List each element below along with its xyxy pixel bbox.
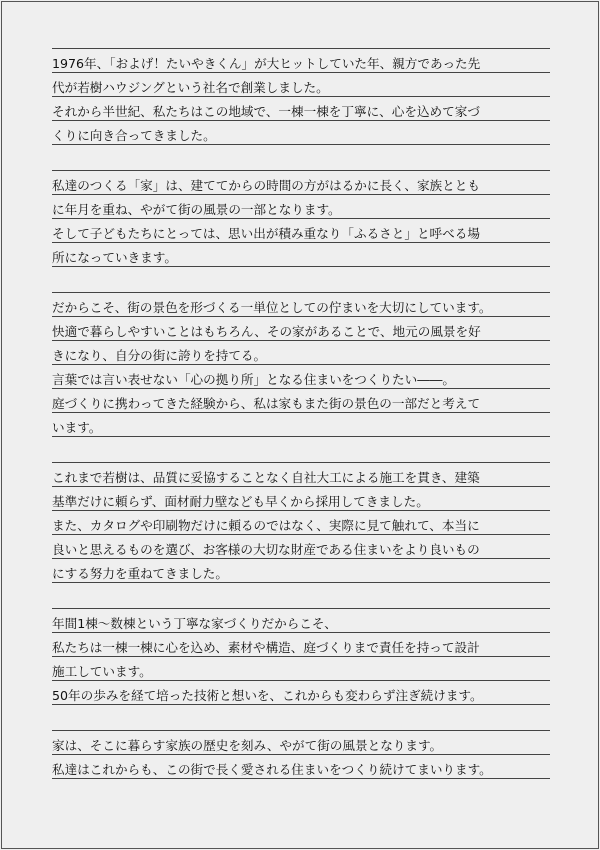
text-line: に年月を重ね、やがて街の風景の一部となります。: [52, 195, 550, 219]
text-line: くりに向き合ってきました。: [52, 121, 550, 145]
text-line: 私たちは一棟一棟に心を込め、素材や構造、庭づくりまで責任を持って設計: [52, 633, 550, 657]
text-line: 所になっていきます。: [52, 243, 550, 267]
text-line: そして子どもたちにとっては、思い出が積み重なり「ふるさと」と呼べる場: [52, 219, 550, 243]
text-line: 1976年、「およげ！たいやきくん」が大ヒットしていた年、親方であった先: [52, 49, 550, 73]
text-line: きになり、自分の街に誇りを持てる。: [52, 341, 550, 365]
paragraph-closing: [52, 730, 550, 779]
text-line: だからこそ、街の景色を形づくる一単位としての佇まいを大切にしています。: [52, 293, 550, 317]
paragraph-founding: [52, 48, 550, 145]
text-line: 施工しています。: [52, 657, 550, 681]
paragraph-home-meaning: [52, 170, 550, 267]
text-line: 庭づくりに携わってきた経験から、私は家もまた街の景色の一部だと考えて: [52, 389, 550, 413]
text-line: 基準だけに頼らず、面材耐力壁なども早くから採用してきました。: [52, 487, 550, 511]
document-body: [52, 48, 550, 804]
text-line: 快適で暮らしやすいことはもちろん、その家があることで、地元の風景を好: [52, 317, 550, 341]
text-line: 良いと思えるものを選び、お客様の大切な財産である住まいをより良いもの: [52, 535, 550, 559]
text-line: 言葉では言い表せない「心の拠り所」となる住まいをつくりたい――。: [52, 365, 550, 389]
text-line: また、カタログや印刷物だけに頼るのではなく、実際に見て触れて、本当に: [52, 511, 550, 535]
text-line: 年間1棟〜数棟という丁寧な家づくりだからこそ、: [52, 609, 550, 633]
text-line: 私達はこれからも、この街で長く愛される住まいをつくり続けてまいります。: [52, 755, 550, 779]
paragraph-craft: [52, 608, 550, 705]
text-line: これまで若樹は、品質に妥協することなく自社大工による施工を貫き、建築: [52, 463, 550, 487]
paragraph-quality: [52, 462, 550, 583]
text-line: 50年の歩みを経て培った技術と想いを、これからも変わらず注ぎ続けます。: [52, 681, 550, 705]
paragraph-townscape: [52, 292, 550, 437]
text-line: 私達のつくる「家」は、建ててからの時間の方がはるかに長く、家族ととも: [52, 171, 550, 195]
text-line: にする努力を重ねてきました。: [52, 559, 550, 583]
text-line: それから半世紀、私たちはこの地域で、一棟一棟を丁寧に、心を込めて家づ: [52, 97, 550, 121]
text-line: 家は、そこに暮らす家族の歴史を刻み、やがて街の風景となります。: [52, 731, 550, 755]
text-line: 代が若樹ハウジングという社名で創業しました。: [52, 73, 550, 97]
text-line: います。: [52, 413, 550, 437]
